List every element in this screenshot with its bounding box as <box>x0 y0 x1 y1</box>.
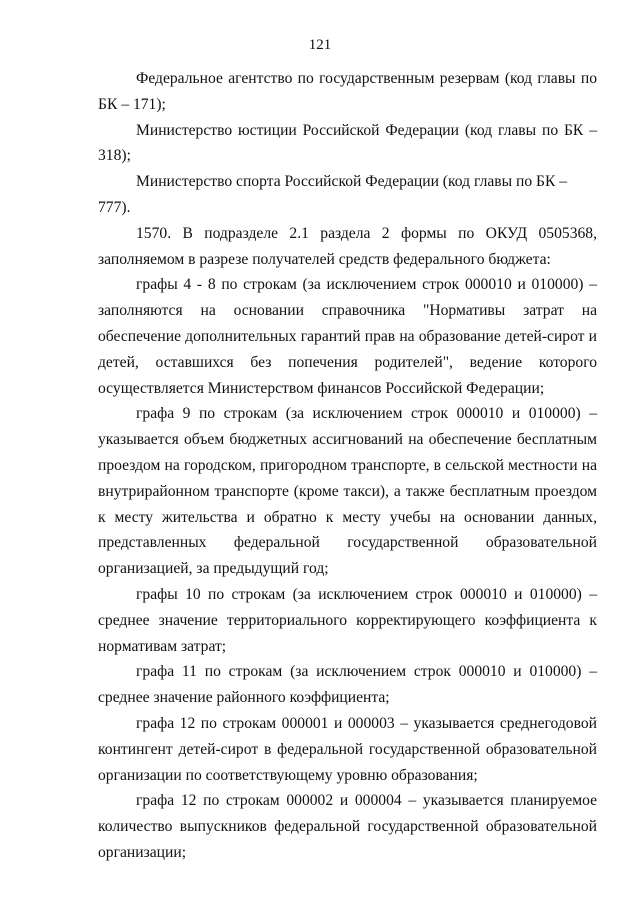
paragraph-ministry-justice: Министерство юстиции Российской Федерации (код главы по БК – 318); <box>98 121 597 165</box>
paragraph-ministry-sport: Министерство спорта Российской Федерации (код главы по БК – 777). <box>98 173 568 216</box>
document-body <box>98 66 597 866</box>
paragraph-section-1570: 1570. В подразделе 2.1 раздела 2 формы по ОКУД 0505368, заполняемом в разрезе получателей средств федерального бюджета: <box>98 224 597 268</box>
paragraph-column-11: графа 11 по строкам (за исключением строк 000010 и 010000) – среднее значение районного коэффициента; <box>98 663 597 707</box>
paragraph-column-9: графа 9 по строкам (за исключением строк 000010 и 010000) – указывается объем бюджетных ассигнований на обеспечение бесплатным проездом на городском, пригородном транспорте, в сельской местности на внутрирайонном транспорте (кроме такси), а также бесплатным проездом к месту жительства и обратно к месту учебы на основании данных, представленных федеральной государственной образовательной организацией, за предыдущий год; <box>98 405 597 578</box>
paragraph-column-12-rows-1-3: графа 12 по строкам 000001 и 000003 – указывается среднегодовой контингент детей-сирот в федеральной государственной образовательной организации по соответствующему уровню образования; <box>98 714 597 784</box>
paragraph-column-10: графы 10 по строкам (за исключением строк 000010 и 010000) – среднее значение территориального корректирующего коэффициента к нормативам затрат; <box>98 585 597 655</box>
page-number: 121 <box>308 37 332 53</box>
paragraph-agency-reserves: Федеральное агентство по государственным резервам (код главы по БК – 171); <box>98 70 597 113</box>
paragraph-column-12-rows-2-4: графа 12 по строкам 000002 и 000004 – указывается планируемое количество выпускников федеральной государственной образовательной организации; <box>98 792 597 861</box>
paragraph-columns-4-8: графы 4 - 8 по строкам (за исключением строк 000010 и 010000) – заполняются на основании справочника "Нормативы затрат на обеспечение дополнительных гарантий прав на образование детей-сирот и детей, оставшихся без попечения родителей", ведение которого осуществляется Министерством финансов Российской Федерации; <box>98 276 597 397</box>
